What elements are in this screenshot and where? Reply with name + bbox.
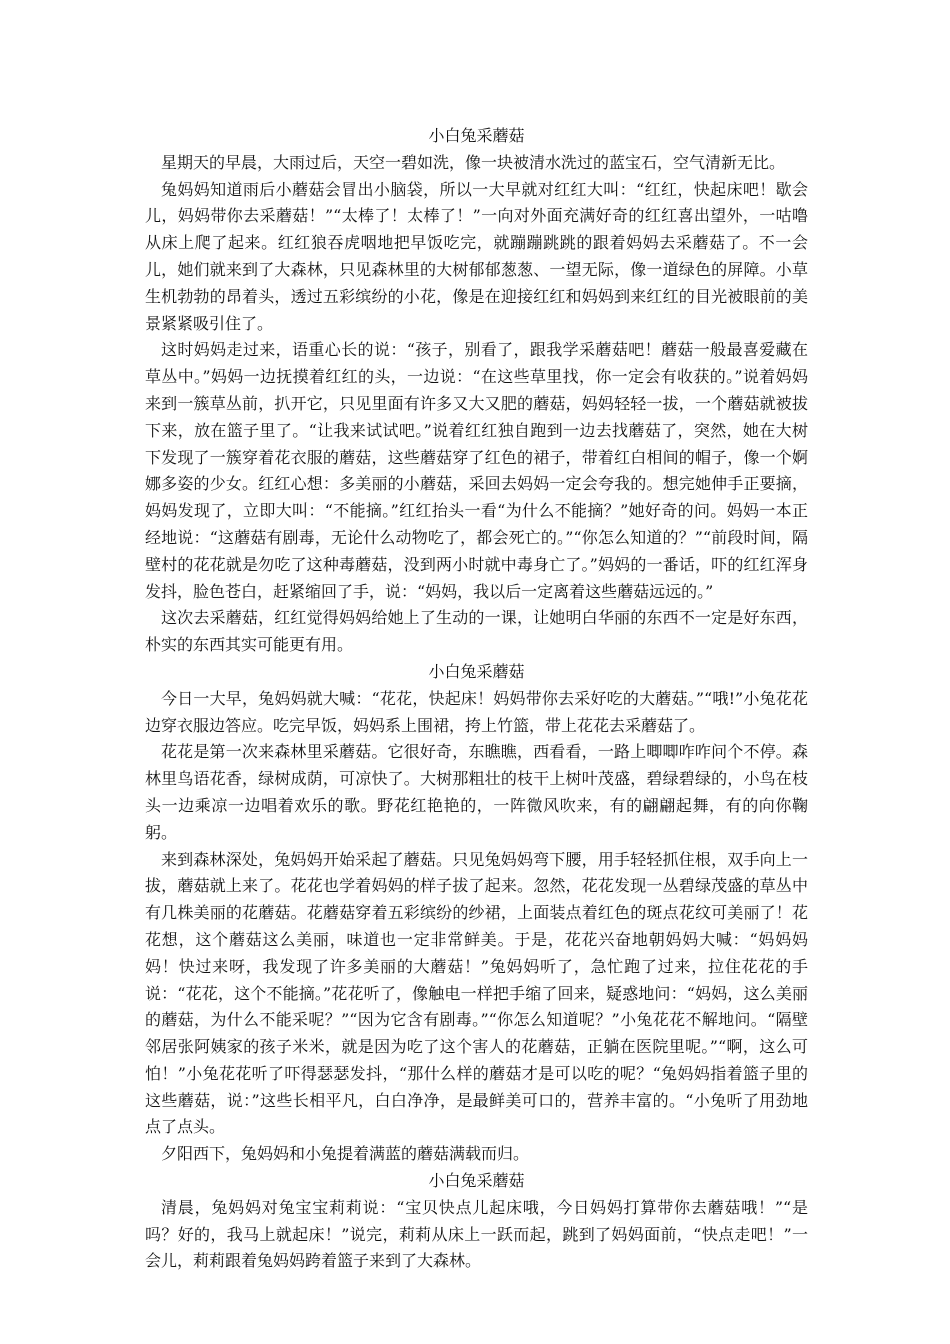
story-title: 小白兔采蘑菇 [428,126,525,145]
paragraph: 夕阳西下，兔妈妈和小兔提着满蓝的蘑菇满载而归。 [161,1144,530,1164]
story-title: 小白兔采蘑菇 [428,1171,525,1191]
story-title: 小白兔采蘑菇 [428,661,525,681]
paragraph: 来到森林深处，兔妈妈开始采起了蘑菇。只见兔妈妈弯下腰，用手轻轻抓住根，双手向上一拔，蘑菇就上来了。花花也学着妈妈的样子拔了起来。忽然，花花发现一丛碧绿茂盛的草丛中有几株美丽的花蘑菇。花蘑菇穿着五彩缤纷的纱裙，上面装点着红色的斑点花纹可美丽了！花花想，这个蘑菇这么美丽，味道也一定非常鲜美。于是，花花兴奋地朝妈妈大喊：“妈妈妈妈！快过来呀，我发现了许多美丽的大蘑菇！”兔妈妈听了，急忙跑了过来，拉住花花的手说：“花花，这个不能摘。”花花听了，像触电一样把手缩了回来，疑惑地问：“妈妈，这么美丽的蘑菇，为什么不能采呢？”“因为它含有剧毒。”“你怎么知道呢？”小兔花花不解地问。“隔壁邻居张阿姨家的孩子米米，就是因为吃了这个害人的花蘑菇，正躺在医院里呢。”“啊，这么可怕！”小兔花花听了吓得瑟瑟发抖，“那什么样的蘑菇才是可以吃的呢？“兔妈妈指着篮子里的这些蘑菇，说：”这些长相平凡，白白净净，是最鲜美可口的，营养丰富的。“小兔听了用劲地点了点头。 [145,849,808,1137]
paragraph: 星期天的早晨，大雨过后，天空一碧如洗，像一块被清水洗过的蓝宝石，空气清新无比。 [161,152,786,172]
document-page [145,123,808,1275]
paragraph: 这次去采蘑菇，红红觉得妈妈给她上了生动的一课，让她明白华丽的东西不一定是好东西，朴实的东西其实可能更有用。 [145,608,808,655]
story-section [145,659,808,1168]
paragraph: 花花是第一次来森林里采蘑菇。它很好奇，东瞧瞧，西看看，一路上唧唧咋咋问个不停。森林里鸟语花香，绿树成荫，可凉快了。大树那粗壮的枝干上树叶茂盛，碧绿碧绿的，小鸟在枝头一边乘凉一边唱着欢乐的歌。野花红艳艳的，一阵微风吹来，有的翩翩起舞，有的向你鞠躬。 [145,742,808,842]
paragraph: 兔妈妈知道雨后小蘑菇会冒出小脑袋，所以一大早就对红红大叫：“红红，快起床吧！歇会儿，妈妈带你去采蘑菇！”“太棒了！太棒了！”一向对外面充满好奇的红红喜出望外，一咕噜从床上爬了起来。红红狼吞虎咽地把早饭吃完，就蹦蹦跳跳的跟着妈妈去采蘑菇了。不一会儿，她们就来到了大森林，只见森林里的大树郁郁葱葱、一望无际，像一道绿色的屏障。小草生机勃勃的昂着头，透过五彩缤纷的小花，像是在迎接红红和妈妈到来红红的目光被眼前的美景紧紧吸引住了。 [145,179,808,333]
paragraph: 清晨，兔妈妈对兔宝宝莉莉说：“宝贝快点儿起床哦，今日妈妈打算带你去蘑菇哦！”“是吗？好的，我马上就起床！”说完，莉莉从床上一跃而起，跳到了妈妈面前，“快点走吧！”一会儿，莉莉跟着兔妈妈跨着篮子来到了大森林。 [145,1197,808,1271]
story-section [145,123,808,659]
story-section [145,1168,808,1275]
paragraph: 这时妈妈走过来，语重心长的说：“孩子，别看了，跟我学采蘑菇吧！蘑菇一般最喜爱藏在草丛中。”妈妈一边抚摸着红红的头，一边说：“在这些草里找，你一定会有收获的。”说着妈妈来到一簇草丛前，扒开它，只见里面有许多又大又肥的蘑菇，妈妈轻轻一拔，一个蘑菇就被拔下来，放在篮子里了。“让我来试试吧。”说着红红独自跑到一边去找蘑菇了，突然，她在大树下发现了一簇穿着花衣服的蘑菇，这些蘑菇穿了红色的裙子，带着红白相间的帽子，像一个婀娜多姿的少女。红红心想：多美丽的小蘑菇，采回去妈妈一定会夸我的。想完她伸手正要摘，妈妈发现了，立即大叫：“不能摘。”红红抬头一看“为什么不能摘？”她好奇的问。妈妈一本正经地说：“这蘑菇有剧毒，无论什么动物吃了，都会死亡的。”“你怎么知道的？”“前段时间，隔壁村的花花就是勿吃了这种毒蘑菇，没到两小时就中毒身亡了。”妈妈的一番话，吓的红红浑身发抖，脸色苍白，赶紧缩回了手，说：“妈妈，我以后一定离着这些蘑菇远远的。” [145,340,808,601]
paragraph: 今日一大早，兔妈妈就大喊：“花花，快起床！妈妈带你去采好吃的大蘑菇。”“哦!”小兔花花边穿衣服边答应。吃完早饭，妈妈系上围裙，挎上竹篮，带上花花去采蘑菇了。 [145,688,808,735]
